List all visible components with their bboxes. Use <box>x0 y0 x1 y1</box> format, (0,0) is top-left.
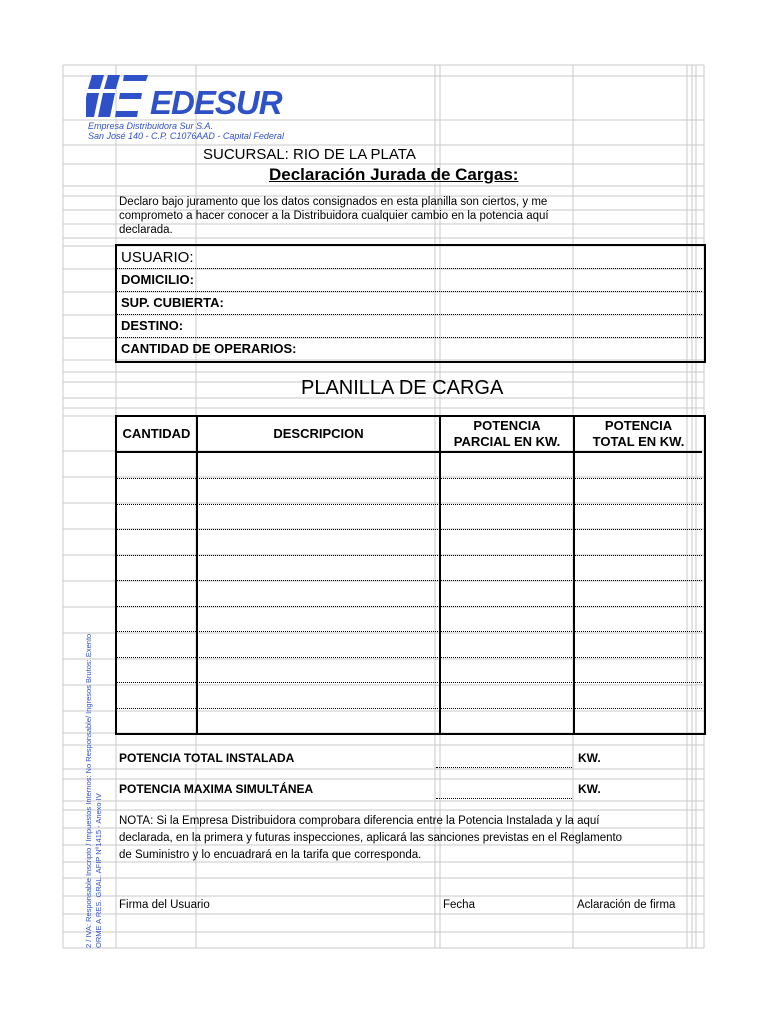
table-row-divider <box>117 580 702 581</box>
operarios-label: CANTIDAD DE OPERARIOS: <box>121 341 297 356</box>
tax-side-note-line-2: ORME A RES. GRAL. AFIP Nº1415 - Anexo IV <box>94 793 103 948</box>
table-row-divider <box>117 657 702 658</box>
table-row-divider <box>117 504 702 505</box>
tax-side-note-line-1: 2 / IVA: Responsable Inscripto / Impuestos Internos: No Responsable/ Ingresos Brutos: Exento <box>84 633 93 948</box>
table-row-divider <box>117 555 702 556</box>
user-row-divider <box>117 314 702 315</box>
user-row-divider <box>117 291 702 292</box>
declaration-line-1: Declaro bajo juramento que los datos consignados en esta planilla son ciertos, y me <box>119 196 548 208</box>
destino-label: DESTINO: <box>121 318 184 333</box>
form-title: Declaración Jurada de Cargas: <box>269 165 519 184</box>
table-row-divider <box>117 682 702 683</box>
branch-label: SUCURSAL: RIO DE LA PLATA <box>203 146 416 163</box>
company-name: Empresa Distribuidora Sur S.A. <box>88 121 214 131</box>
table-row-divider <box>117 606 702 607</box>
note-line-3: de Suministro y lo encuadrará en la tarifa que corresponda. <box>119 849 422 861</box>
header-cantidad: CANTIDAD <box>122 426 191 441</box>
load-sheet-title: PLANILLA DE CARGA <box>301 377 504 399</box>
header-potencia-total-1: POTENCIA <box>604 418 673 433</box>
max-simultaneous-unit: KW. <box>578 782 601 796</box>
company-address: San José 140 - C.P. C1076AAD - Capital Federal <box>88 131 284 141</box>
user-row-divider <box>117 337 702 338</box>
table-col-divider <box>439 417 441 733</box>
total-installed-unit: KW. <box>578 751 601 765</box>
header-descripcion: DESCRIPCION <box>273 426 364 441</box>
total-installed-label: POTENCIA TOTAL INSTALADA <box>119 751 295 765</box>
note-line-2: declarada, en la primera y futuras inspecciones, aplicará las sanciones previstas en el Reglamento <box>119 832 623 844</box>
table-col-divider <box>573 417 575 733</box>
sup-cubierta-label: SUP. CUBIERTA: <box>121 295 224 310</box>
max-simultaneous-label: POTENCIA MAXIMA SIMULTÁNEA <box>119 782 314 796</box>
header-potencia-total-2: TOTAL EN KW. <box>592 434 685 449</box>
usuario-label: USUARIO: <box>121 249 194 266</box>
table-row-divider <box>117 529 702 530</box>
table-row-divider <box>117 631 702 632</box>
domicilio-label: DOMICILIO: <box>121 272 194 287</box>
table-col-divider <box>196 417 198 733</box>
table-header-divider <box>117 451 702 453</box>
header-potencia-parcial-2: PARCIAL EN KW. <box>453 434 561 449</box>
user-row-divider <box>117 268 702 269</box>
max-simultaneous-field <box>436 798 572 799</box>
logo-wordmark: EDESUR <box>150 84 282 121</box>
table-row-divider <box>117 708 702 709</box>
total-installed-field <box>436 767 572 768</box>
edesur-logo-mark-icon <box>86 75 148 117</box>
note-line-1: NOTA: Si la Empresa Distribuidora comprobara diferencia entre la Potencia Instalada y la aquí <box>119 815 600 827</box>
table-row-divider <box>117 478 702 479</box>
header-potencia-parcial-1: POTENCIA <box>473 418 541 433</box>
tax-side-note <box>84 634 104 948</box>
declaration-line-3: declarada. <box>119 224 173 236</box>
signature-date-label: Fecha <box>443 899 475 911</box>
declaration-line-2: comprometo a hacer conocer a la Distribuidora cualquier cambio en la potencia aquí <box>119 210 549 222</box>
signature-user-label: Firma del Usuario <box>119 899 210 911</box>
signature-clarification-label: Aclaración de firma <box>577 899 676 911</box>
load-table <box>115 415 706 735</box>
